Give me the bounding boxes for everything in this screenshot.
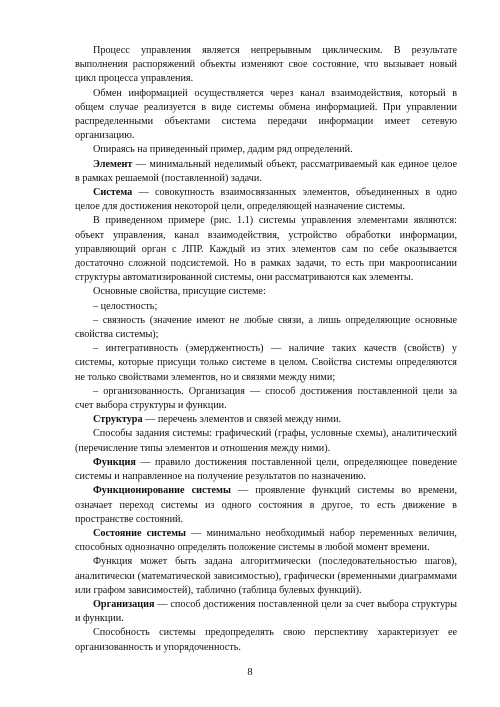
definition-paragraph	[75, 527, 457, 555]
paragraph	[75, 555, 457, 598]
definition-paragraph	[75, 186, 457, 214]
definition-text: — совокупность взаимосвязанных элементов, объединенных в одно целое для достижения некоторой цели, определяющей назначение системы.	[75, 187, 457, 213]
definition-text: — минимальный неделимый объект, рассматриваемый как единое целое в рамках решаемой (поставленной) задачи.	[75, 158, 457, 184]
paragraph-text: Способы задания системы: графический (графы, условные схемы), аналитический (перечисление типы элементов и отношения между ними).	[75, 428, 457, 454]
paragraph	[75, 44, 457, 87]
list-item	[75, 314, 457, 342]
list-item-text: – связность (значение имеют не любые связи, а лишь определяющие основные свойства системы);	[75, 314, 457, 341]
paragraph-text: Способность системы предопределять свою перспективу характеризует ее организованность и упорядоченность.	[75, 627, 457, 653]
defined-term: Система	[93, 187, 133, 199]
list-item-text: – целостность;	[93, 300, 158, 312]
defined-term: Функция	[93, 456, 136, 468]
paragraph	[75, 87, 457, 144]
defined-term: Функционирование системы	[93, 485, 231, 497]
list-item	[75, 342, 457, 385]
paragraph-text: Обмен информацией осуществляется через канал взаимодействия, который в общем случае реализуется в виде системы обмена информацией. При управлении распределенными объектами система передачи информации имеет сетевую организацию.	[75, 87, 457, 142]
definition-paragraph	[75, 413, 457, 427]
list-item-text: – интегративность (эмерджентность) — наличие таких качеств (свойств) у системы, которые присущи только системе в целом. Свойства системы определяются не только свойствами элементов, но и связями между ними;	[75, 343, 457, 383]
definition-paragraph	[75, 456, 457, 484]
paragraph-text: Процесс управления является непрерывным циклическим. В результате выполнения распоряжений объекты изменяют свое состояние, что вызывает новый цикл процесса управления.	[75, 45, 457, 85]
paragraph-text: В приведенном примере (рис. 1.1) системы управления элементами являются: объект управления, канал взаимодействия, устройство обработки информации, управляющий орган с ЛПР. Каждый из этих элементов сам по себе оказывается достаточно сложной подсистемой. Но в рамках задачи, то есть при макроописании структуры автоматизированной системы, они рассматриваются как элементы.	[75, 215, 457, 284]
definition-paragraph	[75, 598, 457, 626]
defined-term: Организация	[93, 598, 155, 610]
definition-text: — проявление функций системы во времени, означает переход системы из одного состояния в другое, то есть движение в пространстве состояний.	[75, 485, 457, 525]
page-number: 8	[247, 667, 253, 678]
defined-term: Элемент	[93, 158, 133, 170]
definition-text: — минимально необходимый набор переменных величин, способных однозначно определять положение системы в любой момент времени.	[75, 527, 457, 554]
body-text	[75, 44, 457, 655]
defined-term: Структура	[93, 414, 143, 426]
paragraph-text: Опираясь на приведенный пример, дадим ряд определений.	[93, 144, 353, 156]
paragraph-text: Функция может быть задана алгоритмически (последовательностью шагов), аналитически (математической зависимостью), графически (временными диаграммами или графом зависимостей), таблично (таблица булевых функций).	[75, 556, 457, 596]
paragraph	[75, 285, 457, 299]
definition-text: — правило достижения поставленной цели, определяющее поведение системы и направленное на получение результатов по назначению.	[75, 456, 457, 483]
paragraph	[75, 143, 457, 157]
defined-term: Состояние системы	[93, 527, 186, 539]
list-item-text: – организованность. Организация — способ достижения поставленной цели за счет выбора структуры и функции.	[75, 385, 457, 412]
list-item	[75, 385, 457, 413]
definition-text: — перечень элементов и связей между ними.	[142, 414, 342, 426]
list-item	[75, 300, 457, 314]
paragraph-text: Основные свойства, присущие системе:	[93, 286, 266, 298]
definition-paragraph	[75, 484, 457, 527]
definition-text: — способ достижения поставленной цели за счет выбора структуры и функции.	[75, 598, 457, 625]
paragraph	[75, 214, 457, 285]
paragraph	[75, 626, 457, 654]
definition-paragraph	[75, 158, 457, 186]
paragraph	[75, 427, 457, 455]
